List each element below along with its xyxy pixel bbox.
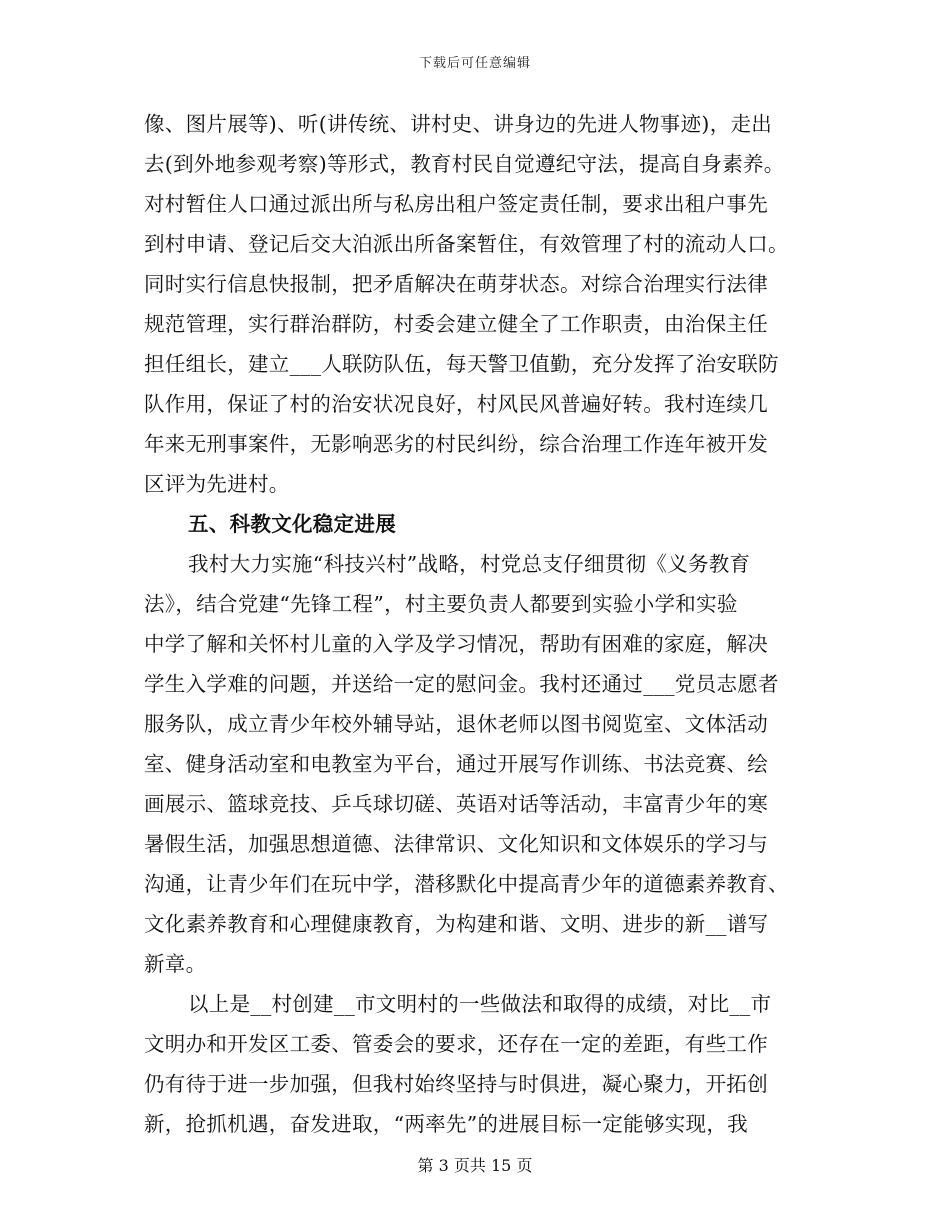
paragraph-line: 担任组长，建立___人联防队伍，每天警卫值勤，充分发挥了治安联防 <box>144 352 779 376</box>
paragraph-line: 暑假生活，加强思想道德、法律常识、文化知识和文体娱乐的学习与 <box>144 832 768 856</box>
paragraph-line: 文化素养教育和心理健康教育，为构建和谐、文明、进步的新__谱写 <box>144 912 769 936</box>
paragraph-line: 法》，结合党建“先锋工程”，村主要负责人都要到实验小学和实验 <box>144 592 738 616</box>
paragraph-line: 沟通，让青少年们在玩中学，潜移默化中提高青少年的道德素养教育、 <box>144 872 789 896</box>
paragraph-line: 队作用，保证了村的治安状况良好，村风民风普遍好转。我村连续几 <box>144 392 768 416</box>
paragraph-line: 新章。 <box>144 952 207 976</box>
paragraph-line: 年来无刑事案件，无影响恶劣的村民纠纷，综合治理工作连年被开发 <box>144 432 768 456</box>
paragraph-line: 以上是__村创建__市文明村的一些做法和取得的成绩，对比__市 <box>188 992 772 1016</box>
paragraph-line: 服务队，成立青少年校外辅导站，退休老师以图书阅览室、文体活动 <box>144 712 768 736</box>
paragraph-line: 像、图片展等)、听(讲传统、讲村史、讲身边的先进人物事迹)，走出 <box>144 112 773 136</box>
paragraph-line: 同时实行信息快报制，把矛盾解决在萌芽状态。对综合治理实行法律 <box>144 272 768 296</box>
page-header: 下载后可任意编辑 <box>418 56 531 71</box>
paragraph-line: 室、健身活动室和电教室为平台，通过开展写作训练、书法竞赛、绘 <box>144 752 768 776</box>
document-body <box>144 104 800 1144</box>
paragraph-line: 到村申请、登记后交大泊派出所备案暂住，有效管理了村的流动人口。 <box>144 232 789 256</box>
paragraph-line: 去(到外地参观考察)等形式，教育村民自觉遵纪守法，提高自身素养。 <box>144 152 785 176</box>
paragraph-line: 我村大力实施“科技兴村”战略，村党总支仔细贯彻《义务教育 <box>188 552 751 576</box>
paragraph-line: 学生入学难的问题，并送给一定的慰问金。我村还通过___党员志愿者 <box>144 672 779 696</box>
paragraph-line: 仍有待于进一步加强，但我村始终坚持与时俱进，凝心聚力，开拓创 <box>144 1072 768 1096</box>
paragraph-line: 区评为先进村。 <box>144 472 290 496</box>
paragraph-line: 文明办和开发区工委、管委会的要求，还存在一定的差距，有些工作 <box>144 1032 768 1056</box>
paragraph-line: 对村暂住人口通过派出所与私房出租户签定责任制，要求出租户事先 <box>144 192 768 216</box>
paragraph-line: 新，抢抓机遇，奋发进取，“两率先”的进展目标一定能够实现，我 <box>144 1112 748 1136</box>
paragraph-line: 画展示、篮球竞技、乒乓球切磋、英语对话等活动，丰富青少年的寒 <box>144 792 768 816</box>
page-footer: 第 3 页共 15 页 <box>417 1156 533 1175</box>
section-heading: 五、科教文化稳定进展 <box>188 512 396 536</box>
paragraph-line: 规范管理，实行群治群防，村委会建立健全了工作职责，由治保主任 <box>144 312 768 336</box>
paragraph-line: 中学了解和关怀村儿童的入学及学习情况，帮助有困难的家庭，解决 <box>144 632 768 656</box>
